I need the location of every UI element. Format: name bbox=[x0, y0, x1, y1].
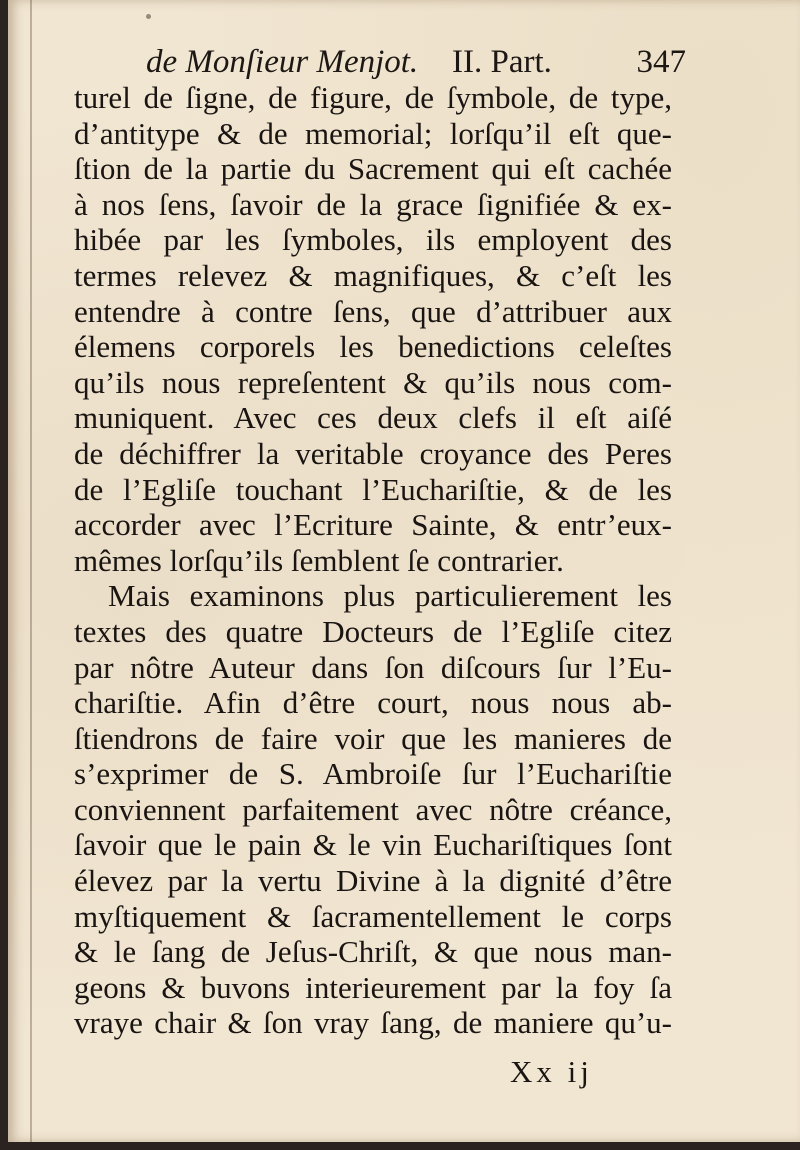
text-line: textes des quatre Docteurs de l’Egliſe citez bbox=[74, 613, 672, 649]
text-line: par nôtre Auteur dans ſon diſcours ſur l’Eu- bbox=[74, 649, 672, 685]
text-line: s’exprimer de S. Ambroiſe ſur l’Euchariſtie bbox=[74, 756, 672, 792]
text-line: à nos ſens, ſavoir de la grace ſignifiée & ex- bbox=[74, 186, 672, 222]
text-line: de l’Egliſe touchant l’Euchariſtie, & de les bbox=[74, 471, 672, 507]
running-head bbox=[146, 40, 686, 84]
text-line: vraye chair & ſon vray ſang, de maniere qu’u- bbox=[74, 1005, 672, 1041]
page-number: 347 bbox=[636, 44, 686, 80]
text-line: myſtiquement & ſacramentellement le corps bbox=[74, 898, 672, 934]
text-line: ſtion de la partie du Sacrement qui eſt cachée bbox=[74, 151, 672, 187]
running-head-title: de Monſieur Menjot. bbox=[146, 44, 419, 80]
page-gutter bbox=[30, 0, 32, 1142]
running-head-part: II. Part. bbox=[452, 44, 552, 80]
text-line: geons & buvons interieurement par la foy ſa bbox=[74, 969, 672, 1005]
text-line: & le ſang de Jeſus-Chriſt, & que nous man- bbox=[74, 934, 672, 970]
text-line: ſtiendrons de faire voir que les manieres de bbox=[74, 720, 672, 756]
ink-speck bbox=[146, 14, 151, 19]
text-line: élemens corporels les benedictions celeſtes bbox=[74, 329, 672, 365]
text-line: muniquent. Avec ces deux clefs il eſt aiſé bbox=[74, 400, 672, 436]
text-line: Mais examinons plus particulierement les bbox=[108, 578, 672, 614]
text-line: qu’ils nous repreſentent & qu’ils nous com- bbox=[74, 364, 672, 400]
text-line: de déchiffrer la veritable croyance des Peres bbox=[74, 435, 672, 471]
text-line: mêmes lorſqu’ils ſemblent ſe contrarier. bbox=[74, 542, 564, 578]
text-line: turel de ſigne, de figure, de ſymbole, de type, bbox=[74, 80, 672, 115]
text-line: chariſtie. Afin d’être court, nous nous ab- bbox=[74, 685, 672, 721]
text-line: élevez par la vertu Divine à la dignité d’être bbox=[74, 863, 672, 899]
book-page bbox=[8, 0, 800, 1142]
signature-mark: Xx ij bbox=[510, 1054, 593, 1089]
text-line: ſavoir que le pain & le vin Euchariſtiques ſont bbox=[74, 827, 672, 863]
text-line: termes relevez & magnifiques, & c’eſt les bbox=[74, 257, 672, 293]
text-line: conviennent parfaitement avec nôtre créance, bbox=[74, 791, 672, 827]
body-text bbox=[74, 80, 672, 1041]
text-line: hibée par les ſymboles, ils employent des bbox=[74, 222, 672, 258]
text-line: d’antitype & de memorial; lorſqu’il eſt que- bbox=[74, 115, 672, 151]
text-line: accorder avec l’Ecriture Sainte, & entr’eux- bbox=[74, 507, 672, 543]
text-line: entendre à contre ſens, que d’attribuer aux bbox=[74, 293, 672, 329]
